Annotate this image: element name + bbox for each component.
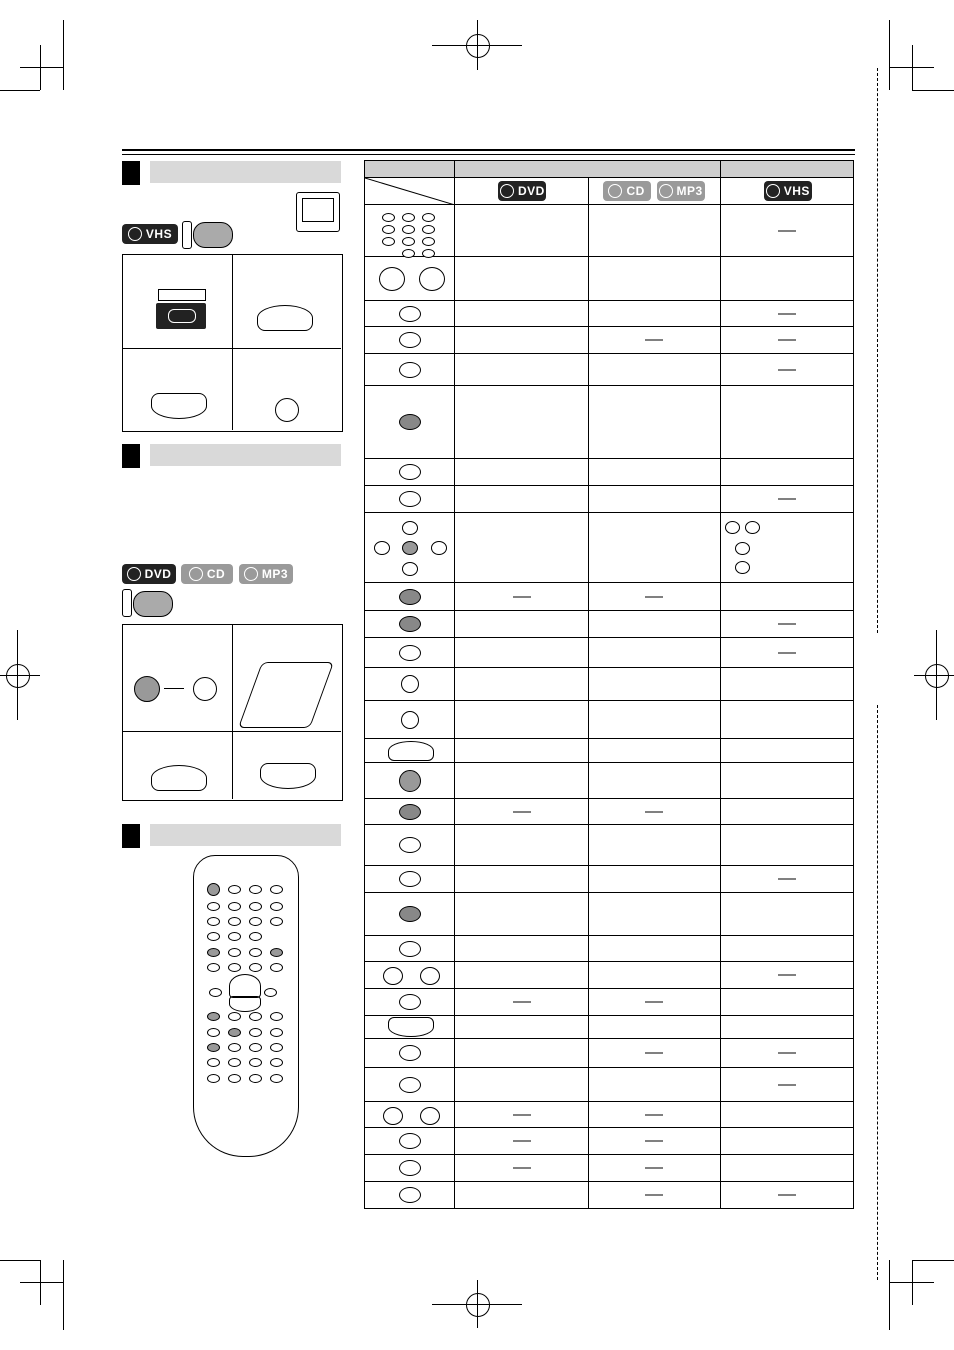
crop-mark [63,20,64,90]
play-button-icon [257,305,313,331]
table-row [365,354,854,386]
vhs-cell [720,327,853,354]
cd-mp3-cell [588,1016,720,1039]
table-row [365,739,854,763]
dvd-cell [455,1068,588,1102]
vhs-cell [720,459,853,486]
crop-mark [0,1260,40,1261]
button-icon-cell [365,486,455,513]
tv-icon [296,192,340,232]
cd-mp3-cell [588,989,720,1016]
vhs-cell [720,1016,853,1039]
vhs-cell [720,893,853,936]
dvd-logo: DVD [122,564,176,584]
header-cell [720,161,853,178]
cd-mp3-cell [588,257,720,301]
button-icon-cell [365,638,455,668]
dvd-cell [455,763,588,799]
dvd-cell [455,825,588,866]
crop-mark [889,67,934,68]
vhs-cell [720,739,853,763]
registration-mark [0,675,40,676]
header-rule [122,149,855,151]
open-button-icon [134,676,160,702]
trim-line [877,705,878,1280]
dvd-cell [455,1016,588,1039]
vhs-cell [720,962,853,989]
table-row [365,825,854,866]
cd-mp3-cell [588,386,720,459]
grid-divider [122,348,341,349]
registration-mark [477,1280,478,1328]
button-icon-cell [365,763,455,799]
grid-divider [232,624,233,799]
table-row [365,1182,854,1209]
button-icon-cell [365,1016,455,1039]
dvd-cell [455,486,588,513]
crop-mark [0,90,40,91]
cd-mp3-cell [588,513,720,583]
cd-mp3-cell [588,701,720,739]
cd-mp3-cell [588,936,720,962]
button-icon-cell [365,386,455,459]
vhs-cell [720,583,853,611]
dvd-cell [455,611,588,638]
registration-mark [466,34,490,58]
crop-mark [912,1260,954,1261]
registration-mark [925,664,949,688]
cd-mp3-cell [588,1102,720,1128]
cd-mp3-cell [588,893,720,936]
button-icon-cell [365,701,455,739]
dvd-cell [455,1128,588,1155]
registration-mark [914,675,954,676]
table-row [365,799,854,825]
table-row [365,638,854,668]
section-title-bar [150,444,341,466]
dvd-cell [455,638,588,668]
table-row [365,1068,854,1102]
dvd-cell [455,989,588,1016]
table-row [365,893,854,936]
table-row [365,936,854,962]
vhs-cell [720,825,853,866]
button-icon-cell [365,962,455,989]
button-icon-cell [365,611,455,638]
dvd-cell [455,1102,588,1128]
switch-icon [182,221,192,249]
dvd-cell [455,1155,588,1182]
vhs-cell [720,301,853,327]
switch-icon [122,589,132,617]
table-row [365,668,854,701]
vhs-cell [720,205,853,257]
button-icon-cell [365,1102,455,1128]
vhs-cell [720,1182,853,1209]
arrow-icon [164,688,184,689]
cd-mp3-cell [588,1068,720,1102]
button-icon-cell [365,1182,455,1209]
crop-mark [889,1260,890,1330]
button-icon-cell [365,327,455,354]
cd-mp3-cell [588,301,720,327]
dvd-cell [455,257,588,301]
section-title-bar [150,161,341,183]
remote-control-illustration [193,855,299,1157]
dvd-button-icon [133,591,173,617]
registration-mark [17,630,18,720]
dvd-cell [455,701,588,739]
vhs-cell [720,799,853,825]
grid-divider [122,731,341,732]
vcr-button-icon [193,222,233,248]
table-row [365,611,854,638]
table-header-row [365,161,854,178]
cd-mp3-cell [588,1182,720,1209]
cd-mp3-cell [588,1155,720,1182]
stop-button-icon [151,393,207,419]
dvd-cell [455,893,588,936]
vhs-cell [720,354,853,386]
vhs-cell [720,386,853,459]
crop-mark [912,90,954,91]
vhs-cell [720,1102,853,1128]
table-row [365,459,854,486]
table-row [365,257,854,301]
cd-mp3-cell [588,799,720,825]
button-icon-cell [365,799,455,825]
vhs-cell [720,668,853,701]
cd-mp3-cell [588,583,720,611]
table-row [365,1128,854,1155]
crop-mark [20,1282,63,1283]
grid-divider [232,254,233,430]
cd-mp3-cell [588,611,720,638]
cd-mp3-cell [588,459,720,486]
table-row [365,301,854,327]
table-row [365,701,854,739]
vhs-cell [720,638,853,668]
trim-line [877,68,878,633]
cd-mp3-cell [588,739,720,763]
table-logo-row [365,178,854,205]
dvd-cell [455,1039,588,1068]
cassette-icon [156,289,206,331]
button-icon-cell [365,513,455,583]
table-row [365,989,854,1016]
button-icon-cell [365,989,455,1016]
dvd-cell [455,386,588,459]
table-row [365,1102,854,1128]
section-title-bar [150,824,341,846]
table-row [365,513,854,583]
button-icon-cell [365,866,455,893]
dvd-cell [455,301,588,327]
dvd-column-header: DVD [455,178,588,205]
vhs-logo: VHS [122,224,178,244]
dvd-cell [455,513,588,583]
section-number-block [122,824,140,848]
cd-mp3-cell [588,1039,720,1068]
section-number-block [122,161,140,185]
vhs-cell [720,1068,853,1102]
vhs-cell [720,1039,853,1068]
dvd-cell [455,459,588,486]
cd-mp3-cell [588,327,720,354]
dvd-cell [455,936,588,962]
dvd-cell [455,327,588,354]
vhs-cell [720,486,853,513]
table-row [365,1155,854,1182]
button-icon-cell [365,205,455,257]
vhs-cell [720,701,853,739]
vhs-cell [720,1128,853,1155]
cd-mp3-cell [588,866,720,893]
registration-mark [936,630,937,720]
button-icon-cell [365,936,455,962]
cd-mp3-cell [588,1128,720,1155]
crop-mark [63,1260,64,1330]
table-row [365,486,854,513]
vhs-cell [720,513,853,583]
function-table [364,160,854,1209]
table-row [365,866,854,893]
eject-button-icon [275,398,299,422]
table-row [365,386,854,459]
cd-mp3-cell [588,825,720,866]
table-row [365,583,854,611]
registration-mark [466,1293,490,1317]
dvd-cell [455,866,588,893]
cd-logo: CD [181,564,233,584]
header-cell [455,161,720,178]
diagonal-cell [365,178,455,205]
table-row [365,205,854,257]
eject-button-icon [193,677,217,701]
button-icon-cell [365,257,455,301]
cd-mp3-cell [588,354,720,386]
vhs-column-header: VHS [720,178,853,205]
button-icon-cell [365,301,455,327]
dvd-cell [455,583,588,611]
crop-mark [20,67,63,68]
registration-mark [477,20,478,70]
vhs-cell [720,763,853,799]
button-icon-cell [365,459,455,486]
play-button-icon [151,765,207,791]
stop-button-icon [260,763,316,789]
cd-mp3-cell [588,763,720,799]
vhs-cell [720,866,853,893]
cd-mp3-cell [588,638,720,668]
vhs-cell [720,611,853,638]
table-row [365,962,854,989]
button-icon-cell [365,668,455,701]
button-icon-cell [365,354,455,386]
crop-mark [889,20,890,90]
vhs-cell [720,257,853,301]
table-row [365,763,854,799]
button-icon-cell [365,583,455,611]
table-row [365,327,854,354]
dvd-cell [455,205,588,257]
section-number-block [122,444,140,468]
cd-mp3-cell [588,962,720,989]
registration-mark [6,664,30,688]
dvd-cell [455,799,588,825]
header-cell [365,161,455,178]
cd-mp3-cell [588,668,720,701]
cd-mp3-cell [588,486,720,513]
cd-mp3-cell [588,205,720,257]
mp3-logo: MP3 [239,564,293,584]
dvd-cell [455,668,588,701]
vhs-cell [720,1155,853,1182]
dvd-cell [455,739,588,763]
crop-mark [889,1282,934,1283]
button-icon-cell [365,825,455,866]
vhs-cell [720,936,853,962]
button-icon-cell [365,1155,455,1182]
cd-mp3-column-header: CD MP3 [588,178,720,205]
button-icon-cell [365,739,455,763]
vhs-cell [720,989,853,1016]
dvd-cell [455,354,588,386]
dvd-cell [455,962,588,989]
header-rule [122,154,855,155]
button-icon-cell [365,893,455,936]
button-icon-cell [365,1068,455,1102]
button-icon-cell [365,1039,455,1068]
button-icon-cell [365,1128,455,1155]
table-row [365,1016,854,1039]
table-row [365,1039,854,1068]
dvd-cell [455,1182,588,1209]
